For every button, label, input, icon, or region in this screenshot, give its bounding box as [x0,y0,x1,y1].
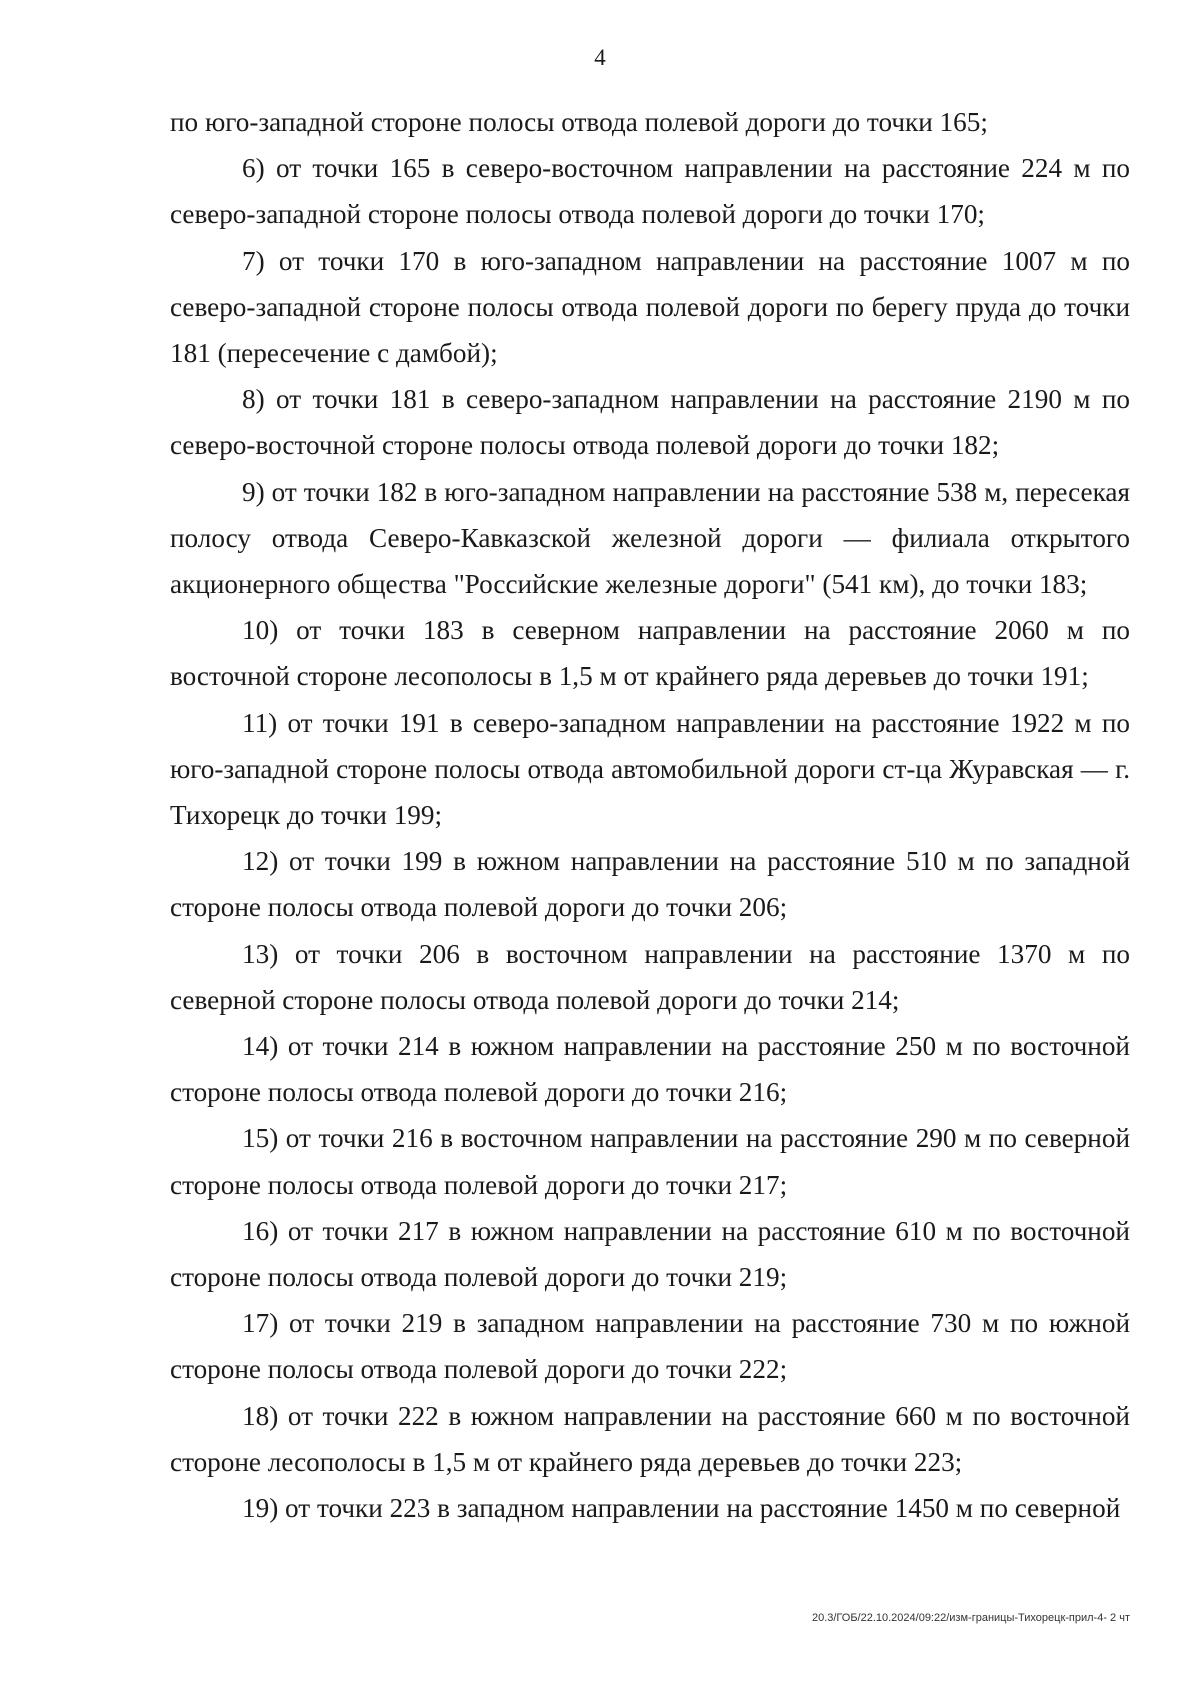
paragraph-item-19: 19) от точки 223 в западном направлении на расстояние 1450 м по северной [242,1493,1121,1524]
paragraph-item-8: 8) от точки 181 в северо-западном направлении на расстояние 2190 м по северо-восточной стороне полосы отвода полевой дороги до точки 182; [170,384,1130,461]
paragraph-continuation: по юго-западной стороне полосы отвода полевой дороги до точки 165; [170,107,988,137]
paragraph-item-12: 12) от точки 199 в южном направлении на расстояние 510 м по западной стороне полосы отвода полевой дороги до точки 206; [170,846,1130,923]
document-body [170,99,1130,1531]
paragraph-item-6: 6) от точки 165 в северо-восточном направлении на расстояние 224 м по северо-западной стороне полосы отвода полевой дороги до точки 170; [170,153,1130,230]
paragraph-item-10: 10) от точки 183 в северном направлении на расстояние 2060 м по восточной стороне лесополосы в 1,5 м от крайнего ряда деревьев до точки 191; [170,615,1130,692]
paragraph-item-9: 9) от точки 182 в юго-западном направлении на расстояние 538 м, пересекая полосу отвода Северо-Кавказской железной дороги — филиала открытого акционерного общества "Российские железные дороги" (541 км), до точки 183; [170,476,1130,600]
paragraph-item-16: 16) от точки 217 в южном направлении на расстояние 610 м по восточной стороне полосы отвода полевой дороги до точки 219; [170,1215,1130,1293]
paragraph-item-11: 11) от точки 191 в северо-западном направлении на расстояние 1922 м по юго-западной стороне полосы отвода автомобильной дороги ст-ца Журавская — г. Тихорецк до точки 199; [170,707,1130,831]
page-number: 4 [594,45,606,70]
paragraph-item-13: 13) от точки 206 в восточном направлении на расстояние 1370 м по северной стороне полосы отвода полевой дороги до точки 214; [170,938,1130,1015]
paragraph-item-7: 7) от точки 170 в юго-западном направлении на расстояние 1007 м по северо-западной стороне полосы отвода полевой дороги по берегу пруда до точки 181 (пересечение с дамбой); [170,245,1130,369]
paragraph-item-18: 18) от точки 222 в южном направлении на расстояние 660 м по восточной стороне лесополосы в 1,5 м от крайнего ряда деревьев до точки 223; [170,1400,1130,1477]
paragraph-item-15: 15) от точки 216 в восточном направлении на расстояние 290 м по северной стороне полосы отвода полевой дороги до точки 217; [170,1123,1130,1200]
document-footer-code: 20.3/ГОБ/22.10.2024/09:22/изм-границы-Тихорецк-прил-4- 2 чт [811,1612,1130,1624]
paragraph-item-17: 17) от точки 219 в западном направлении на расстояние 730 м по южной стороне полосы отвода полевой дороги до точки 222; [170,1308,1130,1385]
paragraph-item-14: 14) от точки 214 в южном направлении на расстояние 250 м по восточной стороне полосы отвода полевой дороги до точки 216; [170,1031,1130,1108]
